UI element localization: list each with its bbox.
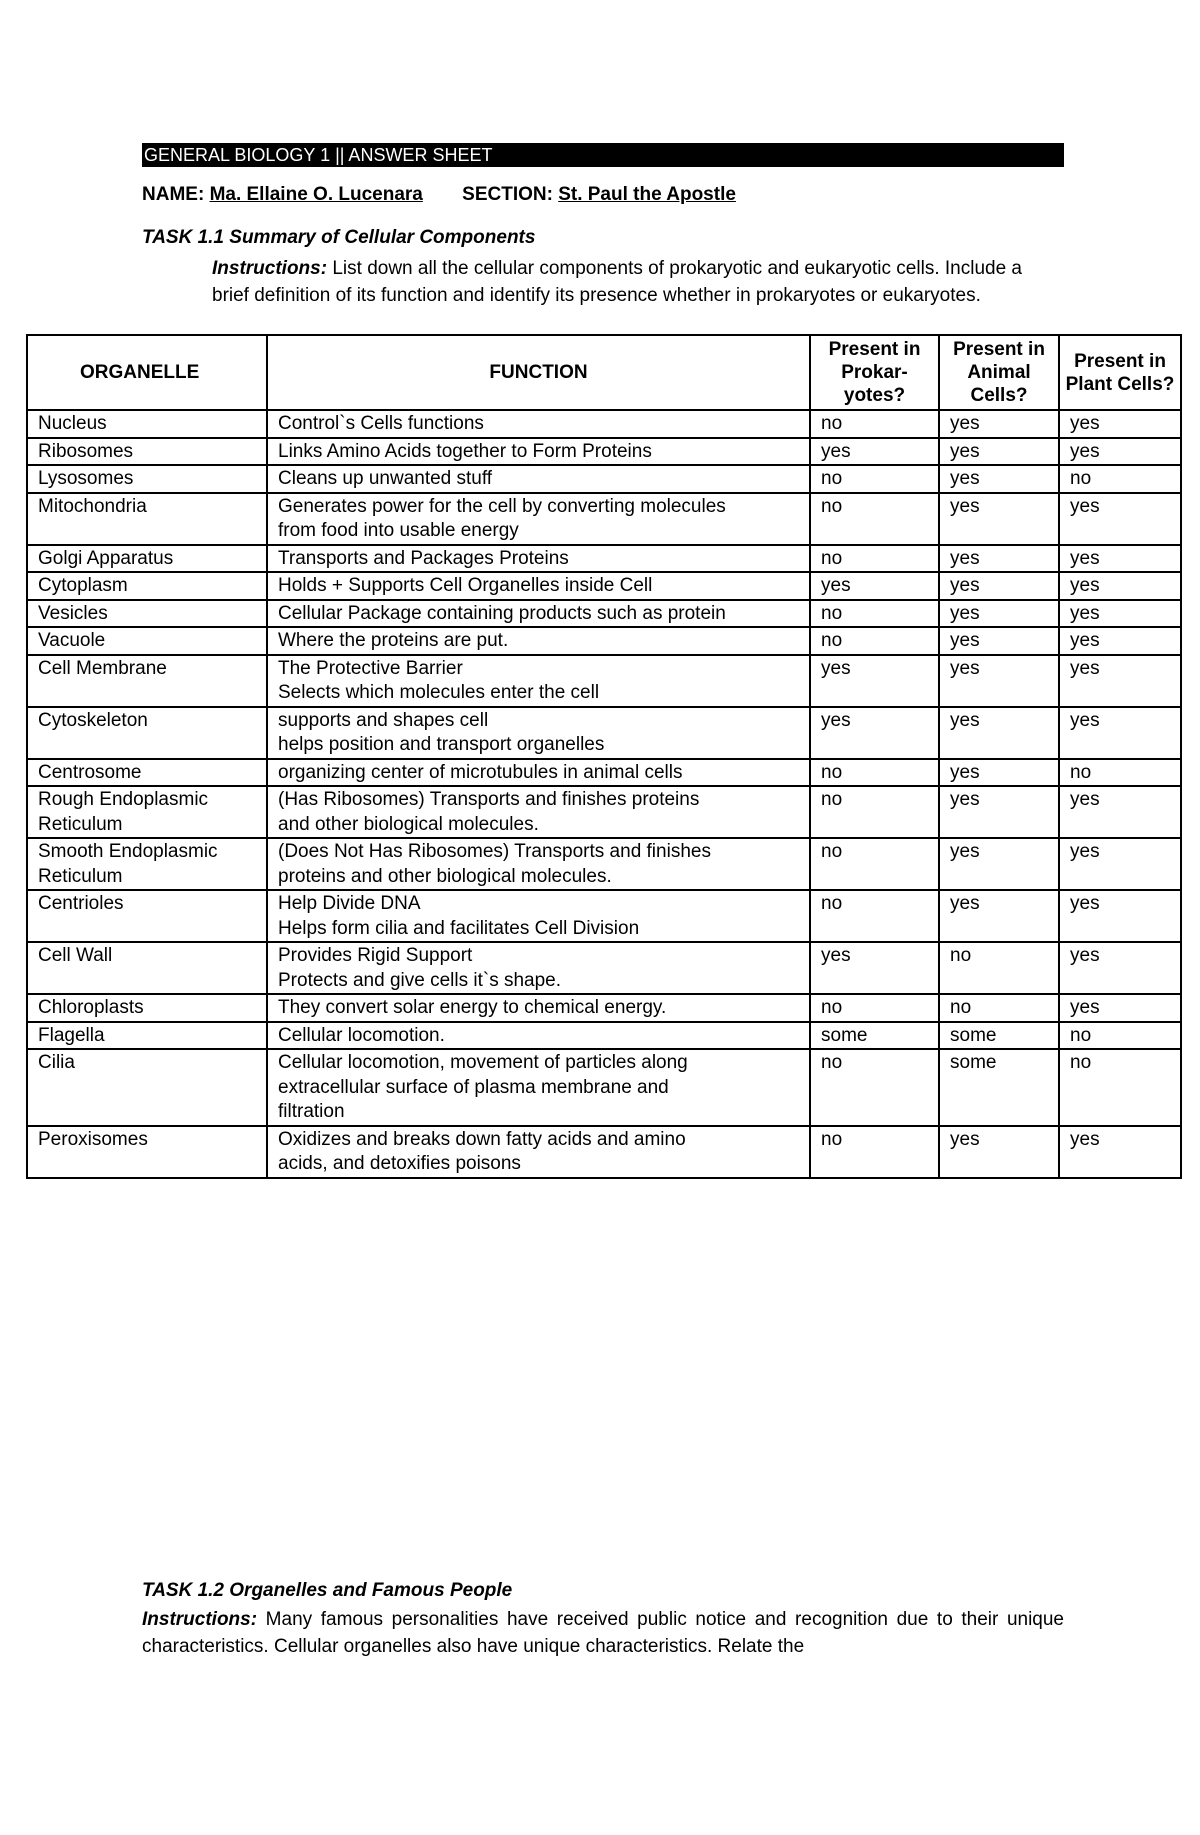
function-line: organizing center of microtubules in animal cells bbox=[278, 761, 683, 783]
organelle-cell: Cell Wall bbox=[27, 942, 267, 994]
plant-cell: yes bbox=[1059, 890, 1181, 942]
organelle-cell: Flagella bbox=[27, 1022, 267, 1050]
function-cell bbox=[267, 890, 810, 942]
plant-cell: yes bbox=[1059, 942, 1181, 994]
function-line: Where the proteins are put. bbox=[278, 630, 509, 651]
organelle-cell: Mitochondria bbox=[27, 493, 267, 545]
function-cell bbox=[267, 759, 810, 787]
plant-cell: yes bbox=[1059, 994, 1181, 1022]
animal-cell: no bbox=[939, 942, 1059, 994]
plant-cell: yes bbox=[1059, 572, 1181, 600]
animal-cell: yes bbox=[939, 707, 1059, 759]
instructions-text: Many famous personalities have received public notice and recognition due to their unique characteristics. Cellular organelles also have unique characteristics. Relate the bbox=[142, 1609, 1064, 1657]
table-row bbox=[27, 890, 1181, 942]
plant-cell: no bbox=[1059, 759, 1181, 787]
function-cell bbox=[267, 655, 810, 707]
function-cell bbox=[267, 600, 810, 628]
function-line: acids, and detoxifies poisons bbox=[278, 1153, 521, 1174]
animal-cell: yes bbox=[939, 655, 1059, 707]
task-1-2-title: TASK 1.2 Organelles and Famous People bbox=[142, 1580, 513, 1601]
function-line: filtration bbox=[278, 1101, 345, 1122]
function-line: (Does Not Has Ribosomes) Transports and finishes bbox=[278, 841, 711, 862]
prokaryotes-cell: yes bbox=[810, 707, 939, 759]
table-row bbox=[27, 545, 1181, 573]
animal-cell: yes bbox=[939, 493, 1059, 545]
table-row bbox=[27, 627, 1181, 655]
function-line: supports and shapes cell bbox=[278, 709, 489, 731]
instructions-text: List down all the cellular components of prokaryotic and eukaryotic cells. Include a brief definition of its function and identify its presence whether in prokaryotes or eukaryotes. bbox=[212, 258, 1022, 306]
instructions-label: Instructions: bbox=[142, 1609, 258, 1630]
prokaryotes-cell: no bbox=[810, 1049, 939, 1126]
function-line: from food into usable energy bbox=[278, 520, 519, 541]
plant-cell: yes bbox=[1059, 655, 1181, 707]
animal-cell: yes bbox=[939, 838, 1059, 890]
function-cell bbox=[267, 838, 810, 890]
organelle-cell: Peroxisomes bbox=[27, 1126, 267, 1178]
table-row bbox=[27, 493, 1181, 545]
animal-cell: yes bbox=[939, 410, 1059, 438]
organelle-cell: Lysosomes bbox=[27, 465, 267, 493]
prokaryotes-cell: no bbox=[810, 410, 939, 438]
animal-cell: yes bbox=[939, 627, 1059, 655]
table-row bbox=[27, 1126, 1181, 1178]
prokaryotes-cell: yes bbox=[810, 655, 939, 707]
organelle-cell: Vesicles bbox=[27, 600, 267, 628]
function-line: Transports and Packages Proteins bbox=[278, 547, 569, 569]
plant-cell: yes bbox=[1059, 410, 1181, 438]
table-row bbox=[27, 410, 1181, 438]
table-row bbox=[27, 707, 1181, 759]
function-line: Cellular Package containing products such as protein bbox=[278, 602, 726, 624]
function-cell bbox=[267, 627, 810, 655]
prokaryotes-cell: no bbox=[810, 493, 939, 545]
plant-cell: yes bbox=[1059, 786, 1181, 838]
animal-cell: yes bbox=[939, 759, 1059, 787]
function-line: Help Divide DNA bbox=[278, 893, 421, 914]
function-line: The Protective Barrier bbox=[278, 657, 463, 679]
task-1-1-instructions bbox=[212, 255, 1062, 309]
table-body bbox=[27, 410, 1181, 1178]
function-cell bbox=[267, 410, 810, 438]
animal-cell: yes bbox=[939, 1126, 1059, 1178]
function-cell bbox=[267, 493, 810, 545]
function-line: (Has Ribosomes) Transports and finishes proteins bbox=[278, 789, 700, 810]
function-cell bbox=[267, 707, 810, 759]
animal-cell: yes bbox=[939, 438, 1059, 466]
organelle-cell: Cytoplasm bbox=[27, 572, 267, 600]
plant-cell: yes bbox=[1059, 493, 1181, 545]
animal-cell: yes bbox=[939, 572, 1059, 600]
function-cell bbox=[267, 786, 810, 838]
prokaryotes-cell: no bbox=[810, 994, 939, 1022]
column-header-organelle: ORGANELLE bbox=[27, 335, 267, 410]
function-line: Holds + Supports Cell Organelles inside Cell bbox=[278, 575, 653, 596]
plant-cell: yes bbox=[1059, 600, 1181, 628]
plant-cell: no bbox=[1059, 1022, 1181, 1050]
task-1-1-title: TASK 1.1 Summary of Cellular Components bbox=[142, 227, 536, 248]
student-name: Ma. Ellaine O. Lucenara bbox=[209, 184, 423, 205]
organelle-cell: Centrosome bbox=[27, 759, 267, 787]
column-header-animal: Present in Animal Cells? bbox=[939, 335, 1059, 410]
table-row bbox=[27, 655, 1181, 707]
table-row bbox=[27, 572, 1181, 600]
section-name: St. Paul the Apostle bbox=[558, 184, 736, 205]
table-header-row bbox=[27, 335, 1181, 410]
plant-cell: yes bbox=[1059, 438, 1181, 466]
function-cell bbox=[267, 545, 810, 573]
function-cell bbox=[267, 1022, 810, 1050]
function-line: Helps form cilia and facilitates Cell Division bbox=[278, 917, 640, 939]
animal-cell: yes bbox=[939, 890, 1059, 942]
organelle-cell: Cilia bbox=[27, 1049, 267, 1126]
function-line: helps position and transport organelles bbox=[278, 734, 605, 755]
plant-cell: yes bbox=[1059, 707, 1181, 759]
function-line: Cellular locomotion. bbox=[278, 1024, 445, 1046]
animal-cell: yes bbox=[939, 786, 1059, 838]
prokaryotes-cell: no bbox=[810, 627, 939, 655]
plant-cell: yes bbox=[1059, 545, 1181, 573]
prokaryotes-cell: no bbox=[810, 600, 939, 628]
organelle-cell: Centrioles bbox=[27, 890, 267, 942]
plant-cell: yes bbox=[1059, 627, 1181, 655]
organelle-cell: Rough Endoplasmic Reticulum bbox=[27, 786, 267, 838]
table-row bbox=[27, 942, 1181, 994]
table-row bbox=[27, 759, 1181, 787]
student-info-line bbox=[142, 184, 736, 206]
answer-sheet-title: GENERAL BIOLOGY 1 || ANSWER SHEET bbox=[142, 143, 1064, 167]
function-line: They convert solar energy to chemical energy. bbox=[278, 997, 667, 1018]
function-line: Provides Rigid Support bbox=[278, 945, 473, 966]
table-row bbox=[27, 1049, 1181, 1126]
prokaryotes-cell: no bbox=[810, 1126, 939, 1178]
function-line: Oxidizes and breaks down fatty acids and amino bbox=[278, 1128, 686, 1150]
function-line: proteins and other biological molecules. bbox=[278, 865, 612, 887]
organelle-cell: Vacuole bbox=[27, 627, 267, 655]
function-line: extracellular surface of plasma membrane and bbox=[278, 1076, 669, 1098]
function-cell bbox=[267, 1126, 810, 1178]
organelle-cell: Cell Membrane bbox=[27, 655, 267, 707]
cellular-components-table bbox=[26, 334, 1182, 1179]
table-row bbox=[27, 994, 1181, 1022]
table-row bbox=[27, 438, 1181, 466]
column-header-function: FUNCTION bbox=[267, 335, 810, 410]
section-label: SECTION: bbox=[462, 184, 553, 205]
prokaryotes-cell: yes bbox=[810, 438, 939, 466]
plant-cell: yes bbox=[1059, 838, 1181, 890]
animal-cell: yes bbox=[939, 465, 1059, 493]
column-header-prokaryotes: Present in Prokar-yotes? bbox=[810, 335, 939, 410]
prokaryotes-cell: no bbox=[810, 786, 939, 838]
instructions-label: Instructions: bbox=[212, 258, 328, 279]
organelle-cell: Chloroplasts bbox=[27, 994, 267, 1022]
table-row bbox=[27, 600, 1181, 628]
organelle-cell: Cytoskeleton bbox=[27, 707, 267, 759]
animal-cell: no bbox=[939, 994, 1059, 1022]
function-line: Control`s Cells functions bbox=[278, 413, 484, 434]
function-cell bbox=[267, 438, 810, 466]
prokaryotes-cell: yes bbox=[810, 572, 939, 600]
plant-cell: yes bbox=[1059, 1126, 1181, 1178]
organelle-cell: Nucleus bbox=[27, 410, 267, 438]
function-cell bbox=[267, 994, 810, 1022]
function-cell bbox=[267, 942, 810, 994]
table-row bbox=[27, 1022, 1181, 1050]
function-cell bbox=[267, 1049, 810, 1126]
prokaryotes-cell: no bbox=[810, 890, 939, 942]
function-line: Selects which molecules enter the cell bbox=[278, 682, 600, 703]
prokaryotes-cell: some bbox=[810, 1022, 939, 1050]
prokaryotes-cell: no bbox=[810, 838, 939, 890]
prokaryotes-cell: no bbox=[810, 759, 939, 787]
column-header-plant: Present in Plant Cells? bbox=[1059, 335, 1181, 410]
animal-cell: yes bbox=[939, 545, 1059, 573]
organelle-cell: Golgi Apparatus bbox=[27, 545, 267, 573]
name-label: NAME: bbox=[142, 184, 205, 205]
table-row bbox=[27, 465, 1181, 493]
task-1-2-instructions bbox=[142, 1606, 1064, 1660]
prokaryotes-cell: yes bbox=[810, 942, 939, 994]
plant-cell: no bbox=[1059, 465, 1181, 493]
function-cell bbox=[267, 465, 810, 493]
table-row bbox=[27, 786, 1181, 838]
prokaryotes-cell: no bbox=[810, 465, 939, 493]
organelle-cell: Ribosomes bbox=[27, 438, 267, 466]
animal-cell: yes bbox=[939, 600, 1059, 628]
function-line: and other biological molecules. bbox=[278, 813, 539, 835]
function-line: Cleans up unwanted stuff bbox=[278, 468, 493, 489]
function-cell bbox=[267, 572, 810, 600]
animal-cell: some bbox=[939, 1022, 1059, 1050]
function-line: Links Amino Acids together to Form Proteins bbox=[278, 440, 652, 462]
function-line: Protects and give cells it`s shape. bbox=[278, 969, 562, 991]
organelle-cell: Smooth Endoplasmic Reticulum bbox=[27, 838, 267, 890]
animal-cell: some bbox=[939, 1049, 1059, 1126]
table-row bbox=[27, 838, 1181, 890]
function-line: Generates power for the cell by converting molecules bbox=[278, 495, 726, 517]
function-line: Cellular locomotion, movement of particles along bbox=[278, 1052, 688, 1073]
plant-cell: no bbox=[1059, 1049, 1181, 1126]
prokaryotes-cell: no bbox=[810, 545, 939, 573]
